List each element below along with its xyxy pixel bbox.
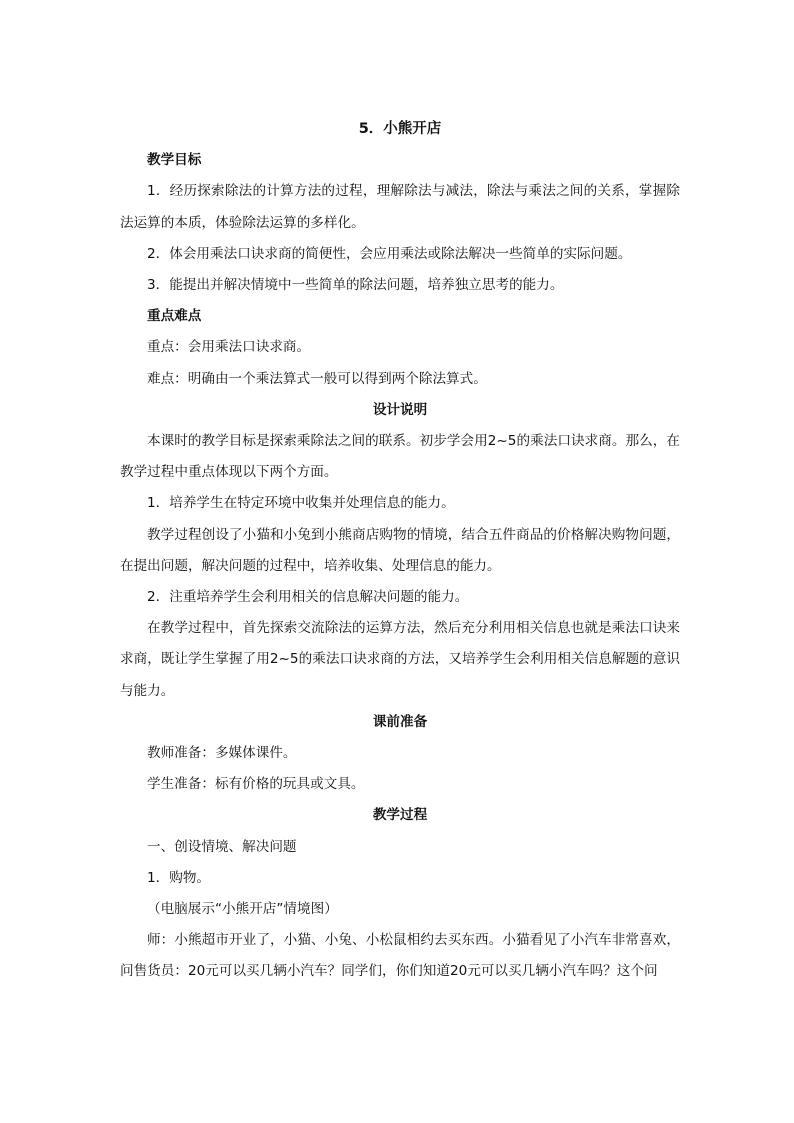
goal-item: 1．经历探索除法的计算方法的过程，理解除法与减法，除法与乘法之间的关系，掌握除法运算的本质，体验除法运算的多样化。 bbox=[120, 183, 680, 231]
goal-item: 3．能提出并解决情境中一些简单的除法问题，培养独立思考的能力。 bbox=[147, 277, 564, 294]
section-heading-process: 教学过程 bbox=[372, 807, 428, 824]
section-heading-goals: 教学目标 bbox=[147, 152, 202, 169]
design-paragraph: 教学过程创设了小猫和小兔到小熊商店购物的情境，结合五件商品的价格解决购物问题，在提出问题，解决问题的过程中，培养收集、处理信息的能力。 bbox=[120, 526, 680, 574]
section-heading-keypoints: 重点难点 bbox=[147, 308, 202, 325]
design-paragraph: 1．培养学生在特定环境中收集并处理信息的能力。 bbox=[147, 495, 455, 512]
design-paragraph: 本课时的教学目标是探索乘除法之间的联系。初步学会用2~5的乘法口诀求商。那么，在教学过程中重点体现以下两个方面。 bbox=[120, 433, 680, 481]
process-paragraph: 一、创设情境、解决问题 bbox=[147, 838, 297, 855]
process-paragraph: 师：小熊超市开业了，小猫、小兔、小松鼠相约去买东西。小猫看见了小汽车非常喜欢，问售货员：20元可以买几辆小汽车？同学们，你们知道20元可以买几辆小汽车吗？这个问 bbox=[120, 932, 680, 980]
design-paragraph: 在教学过程中，首先探索交流除法的运算方法，然后充分利用相关信息也就是乘法口诀来求商，既让学生掌握了用2~5的乘法口诀求商的方法，又培养学生会利用相关信息解题的意识与能力。 bbox=[120, 620, 680, 699]
process-paragraph: （电脑展示“小熊开店”情境图） bbox=[147, 901, 338, 918]
page-title: 5．小熊开店 bbox=[358, 121, 442, 137]
preparation-item: 学生准备：标有价格的玩具或文具。 bbox=[147, 776, 365, 793]
preparation-item: 教师准备：多媒体课件。 bbox=[147, 745, 297, 762]
section-heading-preparation: 课前准备 bbox=[372, 713, 428, 730]
keypoint-item: 难点：明确由一个乘法算式一般可以得到两个除法算式。 bbox=[147, 370, 487, 387]
process-paragraph: 1．购物。 bbox=[147, 869, 211, 886]
keypoint-item: 重点：会用乘法口诀求商。 bbox=[147, 339, 311, 356]
section-heading-design: 设计说明 bbox=[372, 401, 428, 418]
document-body bbox=[120, 114, 680, 988]
goal-item: 2．体会用乘法口诀求商的简便性，会应用乘法或除法解决一些简单的实际问题。 bbox=[147, 245, 632, 262]
design-paragraph: 2．注重培养学生会利用相关的信息解决问题的能力。 bbox=[147, 589, 469, 606]
